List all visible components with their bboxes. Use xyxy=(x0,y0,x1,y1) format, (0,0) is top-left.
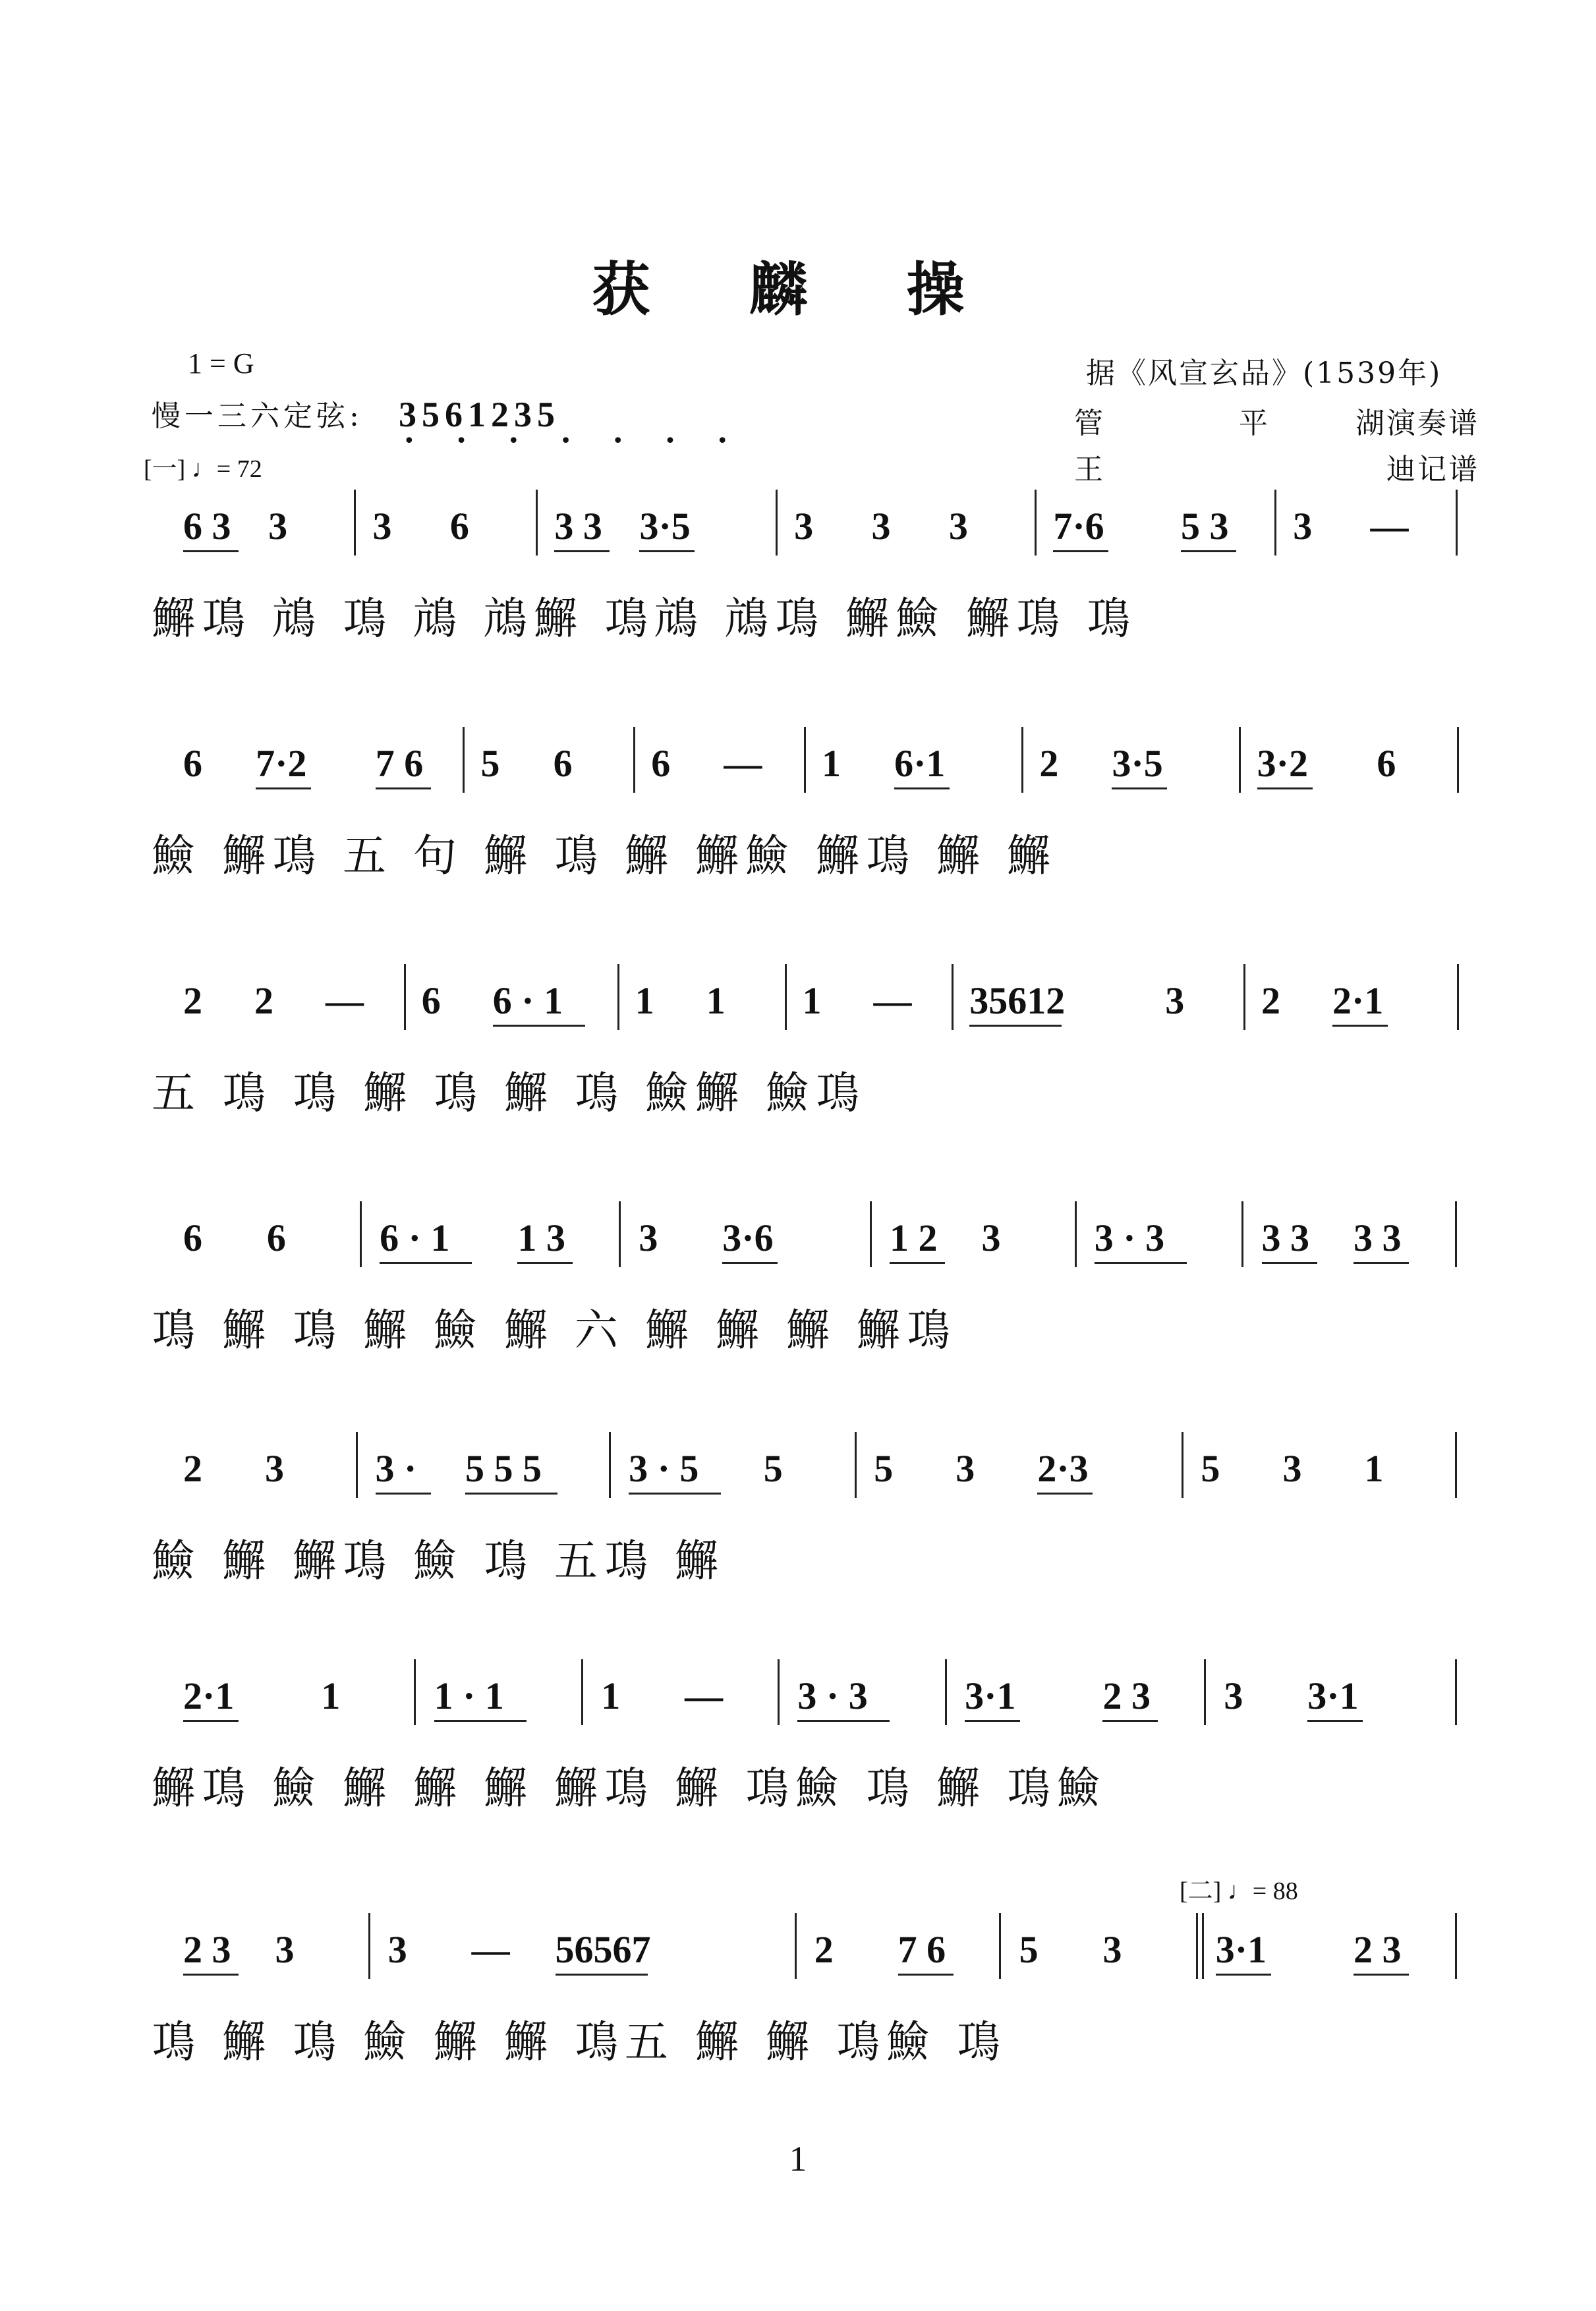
jianpu-note: 6 · 1 xyxy=(380,1216,450,1259)
barline xyxy=(1021,727,1023,793)
barline xyxy=(1243,964,1245,1030)
jianpu-note: 3·1 xyxy=(1215,1928,1267,1971)
jianpu-note: 2 3 xyxy=(1354,1928,1402,1971)
tuning-label: 慢一三六定弦: xyxy=(152,399,363,433)
jianpu-note: 1 2 xyxy=(889,1216,938,1259)
notation-line xyxy=(152,1654,1469,1740)
jianpu-note: 3 xyxy=(1293,505,1313,548)
barline xyxy=(1455,1913,1457,1979)
barline xyxy=(617,964,619,1030)
duration-underline xyxy=(434,1720,527,1722)
barline xyxy=(776,490,778,556)
barline xyxy=(870,1201,872,1267)
jianpu-note: 1 xyxy=(706,979,726,1022)
jianpu-note: 2·1 xyxy=(1332,979,1384,1022)
jianpu-note: 3·5 xyxy=(639,505,691,548)
duration-underline xyxy=(465,1493,557,1495)
barline xyxy=(414,1659,416,1725)
jianpu-note: 1 · 1 xyxy=(434,1674,504,1717)
jianpu-note: 3·1 xyxy=(1307,1674,1359,1717)
tuning-notes: 3561235 xyxy=(399,395,560,434)
barline xyxy=(1182,1432,1183,1498)
tuning-low-dots: • • • • • • • xyxy=(403,430,746,453)
jianpu-note: 6 xyxy=(183,1216,202,1259)
jianpu-note: — xyxy=(873,979,912,1022)
jianpu-note: 6 xyxy=(421,979,441,1022)
jianpu-note: 3 3 xyxy=(1354,1216,1402,1259)
jianpu-note: 3 xyxy=(639,1216,658,1259)
duration-underline xyxy=(554,550,610,552)
jianpu-note: 6·1 xyxy=(894,742,946,785)
duration-underline xyxy=(493,1025,585,1027)
duration-underline xyxy=(894,787,950,789)
jianpu-note: 6 xyxy=(651,742,671,785)
barline xyxy=(1274,490,1276,556)
jianpu-note: 3 xyxy=(981,1216,1001,1259)
notation-line xyxy=(152,1196,1469,1282)
jianpu-note: 2·3 xyxy=(1037,1447,1089,1490)
jianpu-note: 6 3 xyxy=(183,505,231,548)
jianpu-note: 5 3 xyxy=(1181,505,1229,548)
jianpu-note: 2 xyxy=(814,1928,834,1971)
page-number: 1 xyxy=(789,2139,807,2179)
duration-underline xyxy=(1053,550,1108,552)
jianpu-note: 7 6 xyxy=(898,1928,946,1971)
jianpu-note: 2 3 xyxy=(183,1928,231,1971)
qin-tablature: 䲓 䲒 䲒䲨 䲓 䲨 五䲨 䲒 xyxy=(152,1535,725,1586)
jianpu-note: 2 xyxy=(1039,742,1059,785)
jianpu-note: 2 xyxy=(183,979,202,1022)
jianpu-note: 7·2 xyxy=(256,742,307,785)
jianpu-note: 1 xyxy=(635,979,654,1022)
transcriber-name-1: 王 xyxy=(1074,453,1103,486)
jianpu-note: 6 · 1 xyxy=(492,979,563,1022)
duration-underline xyxy=(629,1493,721,1495)
barline xyxy=(778,1659,780,1725)
barline xyxy=(360,1201,362,1267)
barline xyxy=(1456,490,1458,556)
section-2-tempo: [二] ♩= 88 xyxy=(1180,1877,1298,1905)
duration-underline xyxy=(517,1262,573,1264)
jianpu-note: 3 xyxy=(1165,979,1185,1022)
barline xyxy=(804,727,806,793)
duration-underline xyxy=(376,1493,431,1495)
duration-underline xyxy=(1037,1493,1093,1495)
transcriber-credit xyxy=(1074,445,1479,486)
duration-underline xyxy=(639,550,695,552)
barline xyxy=(1239,727,1241,793)
jianpu-note: 2·1 xyxy=(183,1674,235,1717)
duration-underline xyxy=(376,787,431,789)
jianpu-note: 3·5 xyxy=(1112,742,1163,785)
qin-tablature: 䲨 䲒 䲨 䲒 䲓 䲒 六 䲒 䲒 䲒 䲒䲨 xyxy=(152,1305,957,1355)
duration-underline xyxy=(1354,1262,1409,1264)
source-credit: 据《风宣玄品》(1539年) xyxy=(1086,357,1442,390)
barline xyxy=(855,1432,857,1498)
jianpu-note: 3 xyxy=(948,505,968,548)
duration-underline xyxy=(1354,1974,1409,1976)
jianpu-note: 56567 xyxy=(555,1928,651,1971)
jianpu-note: 1 3 xyxy=(517,1216,565,1259)
jianpu-note: 3 xyxy=(275,1928,295,1971)
jianpu-note: — xyxy=(1370,505,1409,548)
barline xyxy=(633,727,635,793)
notation-line xyxy=(152,722,1469,807)
jianpu-note: 7 6 xyxy=(375,742,424,785)
jianpu-note: 1 xyxy=(321,1674,341,1717)
barline xyxy=(1204,1659,1206,1725)
performer-role: 湖演奏谱 xyxy=(1355,407,1479,440)
barline xyxy=(785,964,787,1030)
duration-underline xyxy=(722,1262,778,1264)
barline xyxy=(1455,1201,1457,1267)
qin-tablature: 䲒䲨 䲳 䲨 䲳 䲳䲒 䲨䲳 䲳䲨 䲒䲓 䲒䲨 䲨 xyxy=(152,593,1137,644)
jianpu-note: 3 xyxy=(955,1447,975,1490)
barline xyxy=(368,1913,370,1979)
duration-underline xyxy=(965,1720,1020,1722)
jianpu-note: 1 xyxy=(821,742,841,785)
jianpu-note: 1 xyxy=(802,979,822,1022)
jianpu-note: 3 xyxy=(265,1447,285,1490)
jianpu-note: 3 xyxy=(1102,1928,1122,1971)
jianpu-note: 5 xyxy=(480,742,500,785)
duration-underline xyxy=(183,1974,239,1976)
barline xyxy=(619,1201,621,1267)
duration-underline xyxy=(380,1262,472,1264)
jianpu-note: 5 xyxy=(874,1447,894,1490)
jianpu-note: 6 xyxy=(266,1216,286,1259)
duration-underline xyxy=(1102,1720,1158,1722)
jianpu-note: — xyxy=(724,742,762,785)
barline xyxy=(795,1913,797,1979)
jianpu-note: 3 xyxy=(1282,1447,1302,1490)
barline xyxy=(463,727,465,793)
barline xyxy=(1457,727,1459,793)
duration-underline xyxy=(898,1974,954,1976)
duration-underline xyxy=(890,1262,945,1264)
jianpu-note: 2 xyxy=(1261,979,1281,1022)
duration-underline xyxy=(1307,1720,1363,1722)
duration-underline xyxy=(183,550,239,552)
duration-underline xyxy=(1095,1262,1187,1264)
section-1-tempo: [一] ♩= 72 xyxy=(144,455,262,483)
jianpu-note: — xyxy=(685,1674,724,1717)
duration-underline xyxy=(969,1025,1062,1027)
jianpu-note: 3 · 5 xyxy=(629,1447,699,1490)
jianpu-note: 1 xyxy=(1364,1447,1384,1490)
jianpu-note: 7·6 xyxy=(1053,505,1104,548)
barline xyxy=(404,964,406,1030)
performer-name-2: 平 xyxy=(1239,407,1268,440)
jianpu-note: 3 3 xyxy=(1261,1216,1309,1259)
jianpu-note: — xyxy=(325,979,364,1022)
jianpu-note: 3 · xyxy=(375,1447,417,1490)
duration-underline xyxy=(1112,787,1167,789)
double-barline xyxy=(1196,1913,1198,1979)
jianpu-note: 3 xyxy=(1224,1674,1243,1717)
duration-underline xyxy=(1257,787,1313,789)
duration-underline xyxy=(1332,1025,1388,1027)
barline xyxy=(1035,490,1037,556)
jianpu-note: 5 5 5 xyxy=(465,1447,542,1490)
transcriber-role: 迪记谱 xyxy=(1386,453,1479,486)
piece-title: 获 麟 操 xyxy=(592,255,1004,324)
barline xyxy=(1241,1201,1243,1267)
jianpu-note: 3 xyxy=(268,505,288,548)
barline xyxy=(999,1913,1001,1979)
notation-line xyxy=(152,959,1469,1044)
jianpu-note: 3 xyxy=(794,505,814,548)
jianpu-note: 3 · 3 xyxy=(1094,1216,1165,1259)
duration-underline xyxy=(256,787,311,789)
notation-line xyxy=(152,484,1469,570)
jianpu-note: 3·6 xyxy=(722,1216,774,1259)
jianpu-note: 5 xyxy=(1019,1928,1039,1971)
jianpu-note: 3 xyxy=(871,505,891,548)
qin-tablature: 五 䲨 䲨 䲒 䲨 䲒 䲨 䲓䲒 䲓䲨 xyxy=(152,1068,866,1118)
qin-tablature: 䲓 䲒䲨 五 句 䲒 䲨 䲒 䲒䲓 䲒䲨 䲒 䲒 xyxy=(152,830,1057,881)
performer-credit xyxy=(1074,399,1479,440)
jianpu-note: 1 xyxy=(601,1674,621,1717)
jianpu-note: 3 xyxy=(387,1928,407,1971)
jianpu-note: 3·1 xyxy=(965,1674,1016,1717)
duration-underline xyxy=(556,1974,648,1976)
jianpu-note: — xyxy=(471,1928,510,1971)
duration-underline xyxy=(183,1720,239,1722)
barline xyxy=(945,1659,947,1725)
barline xyxy=(1457,964,1459,1030)
barline xyxy=(1075,1201,1077,1267)
jianpu-note: 5 xyxy=(1201,1447,1220,1490)
jianpu-note: 3 · 3 xyxy=(797,1674,868,1717)
duration-underline xyxy=(1216,1974,1271,1976)
jianpu-note: 2 xyxy=(254,979,273,1022)
barline xyxy=(952,964,954,1030)
notation-line xyxy=(152,1427,1469,1512)
barline xyxy=(581,1659,583,1725)
barline xyxy=(354,490,356,556)
key-signature: 1 = G xyxy=(188,347,254,380)
jianpu-note: 3·2 xyxy=(1257,742,1308,785)
barline xyxy=(609,1432,611,1498)
jianpu-note: 6 xyxy=(183,742,202,785)
jianpu-note: 6 xyxy=(1377,742,1396,785)
jianpu-note: 3 xyxy=(372,505,392,548)
barline xyxy=(536,490,538,556)
jianpu-note: 6 xyxy=(449,505,469,548)
barline xyxy=(1455,1432,1457,1498)
qin-tablature: 䲨 䲒 䲨 䲓 䲒 䲒 䲨五 䲒 䲒 䲨䲓 䲨 xyxy=(152,2016,1007,2067)
jianpu-note: 3 3 xyxy=(554,505,602,548)
jianpu-note: 2 3 xyxy=(1102,1674,1151,1717)
duration-underline xyxy=(797,1720,890,1722)
barline xyxy=(356,1432,358,1498)
jianpu-note: 2 xyxy=(183,1447,202,1490)
jianpu-note: 5 xyxy=(763,1447,783,1490)
performer-name-1: 管 xyxy=(1074,407,1103,440)
jianpu-note: 35612 xyxy=(969,979,1066,1022)
notation-line xyxy=(152,1908,1469,1993)
qin-tablature: 䲒䲨 䲓 䲒 䲒 䲒 䲒䲨 䲒 䲨䲓 䲨 䲒 䲨䲓 xyxy=(152,1763,1107,1813)
duration-underline xyxy=(1262,1262,1317,1264)
jianpu-note: 6 xyxy=(553,742,573,785)
barline xyxy=(1455,1659,1457,1725)
duration-underline xyxy=(1181,550,1236,552)
